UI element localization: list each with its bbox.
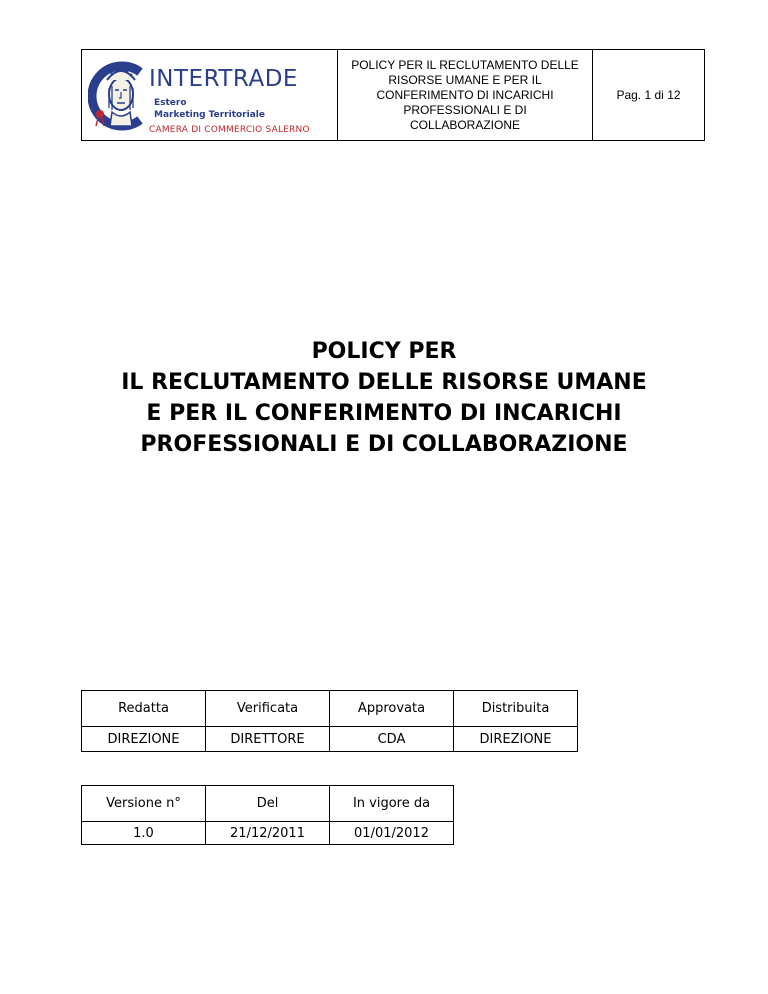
approval-value-cell: DIREZIONE bbox=[454, 727, 578, 752]
approval-table bbox=[81, 690, 578, 752]
version-value-row bbox=[82, 822, 454, 845]
approval-header-row bbox=[82, 691, 578, 727]
main-title-line: PROFESSIONALI E DI COLLABORAZIONE bbox=[140, 432, 628, 457]
version-header-cell: Del bbox=[206, 786, 330, 822]
header-doc-title bbox=[343, 58, 588, 133]
version-value-cell: 1.0 bbox=[82, 822, 206, 845]
header-title-line: POLICY PER IL RECLUTAMENTO DELLE bbox=[351, 57, 579, 72]
logo-chamber-name: CAMERA DI COMMERCIO SALERNO bbox=[149, 125, 310, 135]
intertrade-logo-icon bbox=[88, 58, 154, 134]
approval-value-cell: DIRETTORE bbox=[206, 727, 330, 752]
logo-cell bbox=[82, 50, 338, 140]
page-current: 1 bbox=[644, 88, 652, 102]
approval-value-cell: CDA bbox=[330, 727, 454, 752]
approval-header-cell: Verificata bbox=[206, 691, 330, 727]
version-header-row bbox=[82, 786, 454, 822]
header-title-cell bbox=[338, 50, 593, 140]
header-title-line: COLLABORAZIONE bbox=[409, 117, 521, 132]
approval-header-cell: Distribuita bbox=[454, 691, 578, 727]
approval-value-row bbox=[82, 727, 578, 752]
document-header bbox=[81, 49, 705, 141]
approval-value-cell: DIREZIONE bbox=[82, 727, 206, 752]
page-number-cell bbox=[593, 50, 704, 140]
header-title-line: PROFESSIONALI E DI bbox=[403, 102, 527, 117]
page-of: di bbox=[651, 88, 668, 102]
page-prefix: Pag. bbox=[616, 88, 645, 102]
logo-wordmark: INTERTRADE bbox=[149, 66, 298, 92]
approval-header-cell: Approvata bbox=[330, 691, 454, 727]
version-value-cell: 01/01/2012 bbox=[330, 822, 454, 845]
version-header-cell: Versione n° bbox=[82, 786, 206, 822]
version-header-cell: In vigore da bbox=[330, 786, 454, 822]
page-total: 12 bbox=[667, 88, 681, 102]
logo-subtitle-2: Marketing Territoriale bbox=[154, 110, 265, 120]
main-title-line: POLICY PER bbox=[311, 339, 457, 364]
header-title-line: RISORSE UMANE E PER IL bbox=[388, 72, 542, 87]
logo-subtitle-1: Estero bbox=[154, 98, 187, 108]
approval-header-cell: Redatta bbox=[82, 691, 206, 727]
main-title-line: IL RECLUTAMENTO DELLE RISORSE UMANE bbox=[121, 370, 647, 395]
version-value-cell: 21/12/2011 bbox=[206, 822, 330, 845]
document-main-title bbox=[0, 336, 768, 460]
main-title-line: E PER IL CONFERIMENTO DI INCARICHI bbox=[146, 401, 622, 426]
header-title-line: CONFERIMENTO DI INCARICHI bbox=[376, 87, 554, 102]
version-table bbox=[81, 785, 454, 845]
